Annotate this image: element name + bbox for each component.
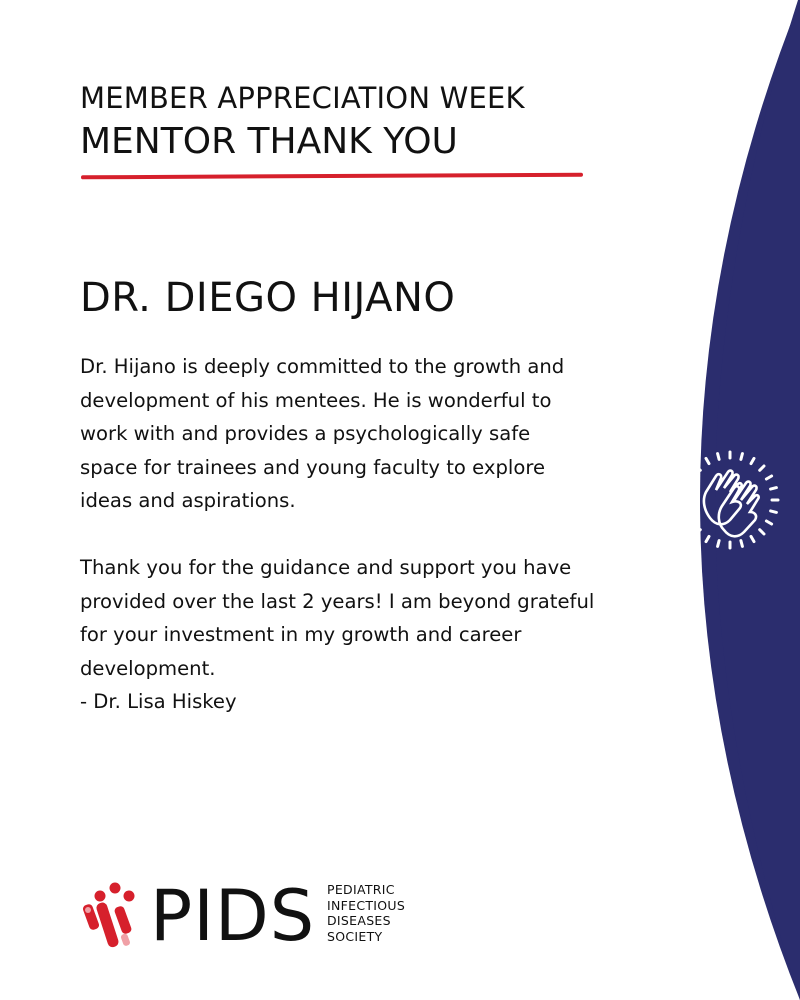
message-line: Thank you for the guidance and support you have bbox=[80, 556, 572, 579]
message-line: ideas and aspirations. bbox=[80, 489, 296, 512]
tagline-line: PEDIATRIC bbox=[327, 882, 395, 897]
clapping-hands-icon bbox=[680, 450, 780, 550]
header-event-title: MEMBER APPRECIATION WEEK bbox=[80, 81, 525, 115]
message-line: for your investment in my growth and career bbox=[80, 623, 522, 646]
tagline-line: SOCIETY bbox=[327, 928, 383, 944]
header bbox=[80, 78, 525, 164]
pids-tagline bbox=[327, 882, 405, 944]
tagline-line: INFECTIOUS bbox=[327, 897, 406, 913]
message-line: provided over the last 2 years! I am beyond grateful bbox=[80, 589, 595, 613]
message-line: development. bbox=[80, 656, 216, 680]
message-line: Dr. Hijano is deeply committed to the growth and bbox=[80, 355, 565, 378]
message-body bbox=[80, 350, 660, 719]
message-line: development of his mentees. He is wonderful to bbox=[80, 388, 552, 412]
honoree-name: DR. DIEGO HIJANO bbox=[80, 275, 456, 321]
tagline-line: DISEASES bbox=[327, 913, 391, 928]
message-signature: - Dr. Lisa Hiskey bbox=[80, 690, 237, 713]
pids-logo-mark-icon bbox=[82, 882, 140, 952]
pids-wordmark: PIDS bbox=[150, 875, 316, 957]
message-line: work with and provides a psychologically safe bbox=[80, 422, 531, 445]
header-divider bbox=[81, 173, 583, 180]
paragraph-gap bbox=[80, 518, 660, 552]
message-line: space for trainees and young faculty to explore bbox=[80, 455, 546, 479]
header-subtitle: MENTOR THANK YOU bbox=[80, 121, 458, 162]
